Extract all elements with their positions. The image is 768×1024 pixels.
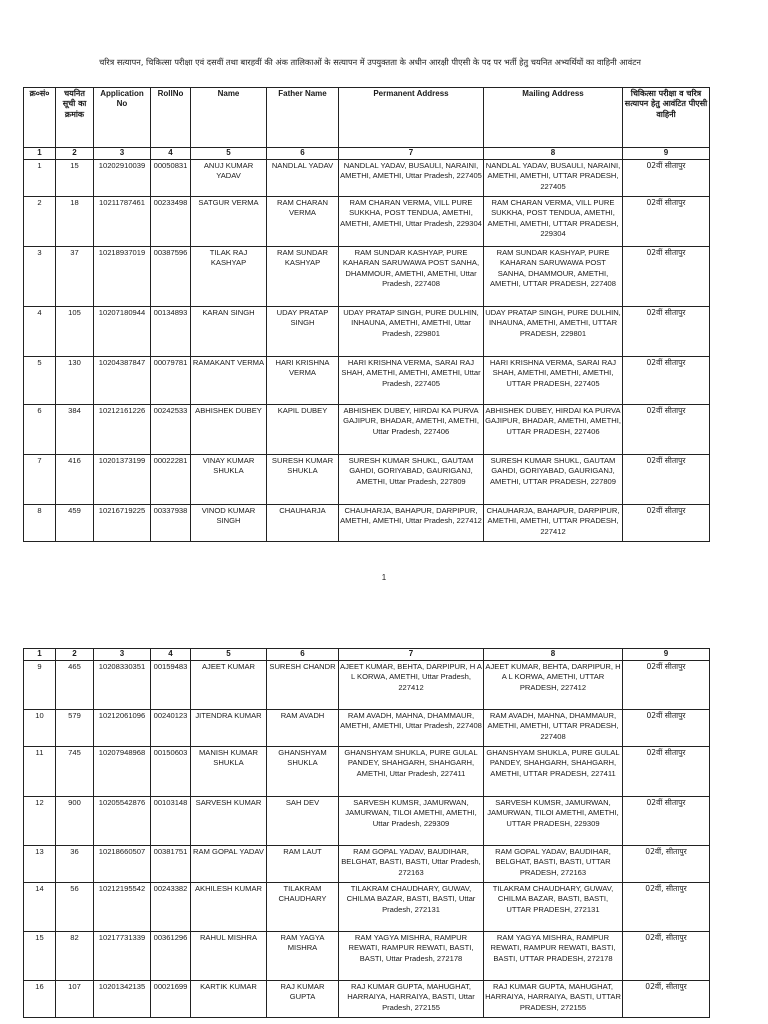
cell-mailing-address: NANDLAL YADAV, BUSAULI, NARAINI, AMETHI, AMETHI, UTTAR PRADESH, 227405: [484, 160, 623, 197]
cell-application-no: 10207948968: [94, 747, 151, 797]
cell-name: JITENDRA KUMAR: [191, 710, 267, 747]
table-row: [24, 883, 710, 932]
cell-selection-index: 56: [56, 883, 94, 932]
cell-permanent-address: RAM CHARAN VERMA, VILL PURE SUKKHA, POST TENDUA, AMETHI, AMETHI, AMETHI, Uttar Pradesh, 229304: [339, 197, 484, 247]
cell-application-no: 10216719225: [94, 505, 151, 542]
cell-serial: 4: [24, 307, 56, 357]
cell-father-name: GHANSHYAM SHUKLA: [267, 747, 339, 797]
table-row: [24, 505, 710, 542]
col-header-permanent-address: Permanent Address: [339, 88, 484, 148]
cell-selection-index: 900: [56, 797, 94, 846]
col-header-pac-vahini: चिकित्सा परीक्षा व चरित्र सत्यापन हेतु आवंटित पीएसी वाहिनी: [623, 88, 710, 148]
cell-roll-no: 00361296: [151, 932, 191, 981]
cell-mailing-address: ABHISHEK DUBEY, HIRDAI KA PURVA GAJIPUR, BHADAR, AMETHI, AMETHI, UTTAR PRADESH, 227406: [484, 405, 623, 455]
cell-pac-vahini: 02वीं सीतापुर: [623, 505, 710, 542]
cell-selection-index: 18: [56, 197, 94, 247]
table-row: [24, 357, 710, 405]
cell-application-no: 10212195542: [94, 883, 151, 932]
cell-application-no: 10207180944: [94, 307, 151, 357]
cell-pac-vahini: 02वीं, सीतापुर: [623, 981, 710, 1018]
table-body-page-2: [24, 661, 710, 1018]
col-header-application-no: Application No: [94, 88, 151, 148]
cell-application-no: 10201342135: [94, 981, 151, 1018]
cell-application-no: 10218660507: [94, 846, 151, 883]
cell-selection-index: 459: [56, 505, 94, 542]
column-number: 9: [623, 649, 710, 661]
cell-father-name: SAH DEV: [267, 797, 339, 846]
cell-roll-no: 00242533: [151, 405, 191, 455]
column-number: 7: [339, 148, 484, 160]
cell-permanent-address: CHAUHARJA, BAHAPUR, DARPIPUR, AMETHI, AMETHI, Uttar Pradesh, 227412: [339, 505, 484, 542]
cell-name: SATGUR VERMA: [191, 197, 267, 247]
cell-serial: 8: [24, 505, 56, 542]
cell-roll-no: 00134893: [151, 307, 191, 357]
column-number: 3: [94, 148, 151, 160]
column-number: 3: [94, 649, 151, 661]
col-header-name: Name: [191, 88, 267, 148]
table-body-page-1: [24, 160, 710, 542]
cell-name: ABHISHEK DUBEY: [191, 405, 267, 455]
cell-application-no: 10218937019: [94, 247, 151, 307]
cell-selection-index: 130: [56, 357, 94, 405]
cell-name: RAM GOPAL YADAV: [191, 846, 267, 883]
table-row: [24, 981, 710, 1018]
cell-serial: 16: [24, 981, 56, 1018]
cell-application-no: 10201373199: [94, 455, 151, 505]
column-number: 1: [24, 148, 56, 160]
cell-permanent-address: SARVESH KUMSR, JAMURWAN, JAMURWAN, TILOI AMETHI, AMETHI, Uttar Pradesh, 229309: [339, 797, 484, 846]
cell-pac-vahini: 02वीं सीतापुर: [623, 160, 710, 197]
cell-selection-index: 579: [56, 710, 94, 747]
column-number: 8: [484, 148, 623, 160]
cell-pac-vahini: 02वीं सीतापुर: [623, 661, 710, 710]
cell-serial: 5: [24, 357, 56, 405]
cell-permanent-address: ABHISHEK DUBEY, HIRDAI KA PURVA GAJIPUR, BHADAR, AMETHI, AMETHI, Uttar Pradesh, 227406: [339, 405, 484, 455]
cell-permanent-address: RAM GOPAL YADAV, BAUDIHAR, BELGHAT, BASTI, BASTI, Uttar Pradesh, 272163: [339, 846, 484, 883]
cell-mailing-address: SURESH KUMAR SHUKL, GAUTAM GAHDI, GORIYABAD, GAURIGANJ, AMETHI, UTTAR PRADESH, 227809: [484, 455, 623, 505]
cell-permanent-address: HARI KRISHNA VERMA, SARAI RAJ SHAH, AMETHI, AMETHI, AMETHI, Uttar Pradesh, 227405: [339, 357, 484, 405]
cell-selection-index: 82: [56, 932, 94, 981]
cell-roll-no: 00387596: [151, 247, 191, 307]
cell-pac-vahini: 02वीं सीतापुर: [623, 197, 710, 247]
cell-mailing-address: SARVESH KUMSR, JAMURWAN, JAMURWAN, TILOI AMETHI, AMETHI, UTTAR PRADESH, 229309: [484, 797, 623, 846]
cell-roll-no: 00381751: [151, 846, 191, 883]
cell-name: SARVESH KUMAR: [191, 797, 267, 846]
cell-mailing-address: RAM AVADH, MAHNA, DHAMMAUR, AMETHI, AMETHI, UTTAR PRADESH, 227408: [484, 710, 623, 747]
cell-name: RAHUL MISHRA: [191, 932, 267, 981]
column-number: 5: [191, 148, 267, 160]
cell-name: VINOD KUMAR SINGH: [191, 505, 267, 542]
cell-pac-vahini: 02वीं सीतापुर: [623, 747, 710, 797]
cell-name: KARTIK KUMAR: [191, 981, 267, 1018]
cell-application-no: 10205542876: [94, 797, 151, 846]
cell-application-no: 10212061096: [94, 710, 151, 747]
cell-selection-index: 745: [56, 747, 94, 797]
col-header-roll-no: RollNo: [151, 88, 191, 148]
table-row: [24, 797, 710, 846]
cell-mailing-address: GHANSHYAM SHUKLA, PURE GULAL PANDEY, SHAHGARH, SHAHGARH, AMETHI, UTTAR PRADESH, 227411: [484, 747, 623, 797]
cell-roll-no: 00150603: [151, 747, 191, 797]
cell-name: AJEET KUMAR: [191, 661, 267, 710]
cell-father-name: KAPIL DUBEY: [267, 405, 339, 455]
cell-name: ANUJ KUMAR YADAV: [191, 160, 267, 197]
col-header-mailing-address: Mailing Address: [484, 88, 623, 148]
page-number: 1: [381, 573, 387, 582]
table-row: [24, 846, 710, 883]
cell-father-name: CHAUHARJA: [267, 505, 339, 542]
cell-pac-vahini: 02वीं, सीतापुर: [623, 883, 710, 932]
cell-pac-vahini: 02वीं सीतापुर: [623, 307, 710, 357]
column-number: 7: [339, 649, 484, 661]
cell-pac-vahini: 02वीं सीतापुर: [623, 797, 710, 846]
cell-father-name: RAM LAUT: [267, 846, 339, 883]
document-title: चरित्र सत्यापन, चिकित्सा परीक्षा एवं दसवीं तथा बारहवीं की अंक तालिकाओं के सत्यापन में उपयुक्तता के अधीन आरक्षी पीएसी के पद पर भर्ती हेतु चयनित अभ्यर्थियों का वाहिनी आवंटन: [99, 57, 641, 67]
cell-application-no: 10208330351: [94, 661, 151, 710]
column-number: 2: [56, 148, 94, 160]
cell-serial: 11: [24, 747, 56, 797]
allocation-table-page-1: [23, 87, 710, 542]
col-header-serial: क्र०सं०: [24, 88, 56, 148]
table-row: [24, 932, 710, 981]
cell-roll-no: 00159483: [151, 661, 191, 710]
table-row: [24, 747, 710, 797]
column-number: 8: [484, 649, 623, 661]
cell-permanent-address: RAM SUNDAR KASHYAP, PURE KAHARAN SARUWAWA POST SANHA, DHAMMOUR, AMETHI, AMETHI, Uttar Pradesh, 227408: [339, 247, 484, 307]
cell-name: MANISH KUMAR SHUKLA: [191, 747, 267, 797]
cell-father-name: UDAY PRATAP SINGH: [267, 307, 339, 357]
cell-serial: 13: [24, 846, 56, 883]
cell-mailing-address: TILAKRAM CHAUDHARY, GUWAV, CHILMA BAZAR, BASTI, BASTI, UTTAR PRADESH, 272131: [484, 883, 623, 932]
table-row: [24, 455, 710, 505]
cell-application-no: 10217731339: [94, 932, 151, 981]
cell-pac-vahini: 02वीं, सीतापुर: [623, 846, 710, 883]
header-row: [24, 88, 710, 148]
table-row: [24, 405, 710, 455]
cell-roll-no: 00240123: [151, 710, 191, 747]
column-number: 1: [24, 649, 56, 661]
cell-serial: 9: [24, 661, 56, 710]
cell-father-name: RAM AVADH: [267, 710, 339, 747]
column-number: 2: [56, 649, 94, 661]
cell-permanent-address: NANDLAL YADAV, BUSAULI, NARAINI, AMETHI, AMETHI, Uttar Pradesh, 227405: [339, 160, 484, 197]
cell-mailing-address: RAM SUNDAR KASHYAP, PURE KAHARAN SARUWAWA POST SANHA, DHAMMOUR, AMETHI, AMETHI, UTTAR PRADESH, 227408: [484, 247, 623, 307]
cell-pac-vahini: 02वीं सीतापुर: [623, 710, 710, 747]
cell-selection-index: 107: [56, 981, 94, 1018]
table-row: [24, 197, 710, 247]
cell-selection-index: 384: [56, 405, 94, 455]
cell-pac-vahini: 02वीं सीतापुर: [623, 455, 710, 505]
cell-roll-no: 00103148: [151, 797, 191, 846]
cell-serial: 6: [24, 405, 56, 455]
cell-father-name: RAM SUNDAR KASHYAP: [267, 247, 339, 307]
cell-pac-vahini: 02वीं सीतापुर: [623, 247, 710, 307]
cell-mailing-address: RAJ KUMAR GUPTA, MAHUGHAT, HARRAIYA, HARRAIYA, BASTI, UTTAR PRADESH, 272155: [484, 981, 623, 1018]
cell-roll-no: 00079781: [151, 357, 191, 405]
cell-application-no: 10211787461: [94, 197, 151, 247]
cell-serial: 15: [24, 932, 56, 981]
column-number: 4: [151, 148, 191, 160]
cell-selection-index: 105: [56, 307, 94, 357]
cell-permanent-address: RAJ KUMAR GUPTA, MAHUGHAT, HARRAIYA, HARRAIYA, BASTI, Uttar Pradesh, 272155: [339, 981, 484, 1018]
cell-name: TILAK RAJ KASHYAP: [191, 247, 267, 307]
cell-selection-index: 416: [56, 455, 94, 505]
cell-pac-vahini: 02वीं सीतापुर: [623, 357, 710, 405]
cell-mailing-address: RAM CHARAN VERMA, VILL PURE SUKKHA, POST TENDUA, AMETHI, AMETHI, AMETHI, UTTAR PRADESH, 229304: [484, 197, 623, 247]
cell-serial: 3: [24, 247, 56, 307]
column-number-row: [24, 649, 710, 661]
cell-pac-vahini: 02वीं, सीतापुर: [623, 932, 710, 981]
table-row: [24, 710, 710, 747]
allocation-table-page-2: [23, 648, 710, 1018]
cell-mailing-address: CHAUHARJA, BAHAPUR, DARPIPUR, AMETHI, AMETHI, UTTAR PRADESH, 227412: [484, 505, 623, 542]
column-number: 6: [267, 649, 339, 661]
cell-serial: 10: [24, 710, 56, 747]
cell-selection-index: 465: [56, 661, 94, 710]
cell-permanent-address: GHANSHYAM SHUKLA, PURE GULAL PANDEY, SHAHGARH, SHAHGARH, AMETHI, Uttar Pradesh, 227411: [339, 747, 484, 797]
cell-father-name: HARI KRISHNA VERMA: [267, 357, 339, 405]
cell-application-no: 10204387847: [94, 357, 151, 405]
cell-application-no: 10212161226: [94, 405, 151, 455]
cell-name: KARAN SINGH: [191, 307, 267, 357]
cell-mailing-address: RAM GOPAL YADAV, BAUDIHAR, BELGHAT, BASTI, BASTI, UTTAR PRADESH, 272163: [484, 846, 623, 883]
cell-roll-no: 00022281: [151, 455, 191, 505]
cell-permanent-address: RAM AVADH, MAHNA, DHAMMAUR, AMETHI, AMETHI, Uttar Pradesh, 227408: [339, 710, 484, 747]
cell-mailing-address: UDAY PRATAP SINGH, PURE DULHIN, INHAUNA, AMETHI, AMETHI, UTTAR PRADESH, 229801: [484, 307, 623, 357]
cell-father-name: RAJ KUMAR GUPTA: [267, 981, 339, 1018]
cell-father-name: SURESH CHANDR: [267, 661, 339, 710]
cell-application-no: 10202910039: [94, 160, 151, 197]
table-row: [24, 661, 710, 710]
cell-permanent-address: SURESH KUMAR SHUKL, GAUTAM GAHDI, GORIYABAD, GAURIGANJ, AMETHI, Uttar Pradesh, 227809: [339, 455, 484, 505]
column-number: 9: [623, 148, 710, 160]
cell-roll-no: 00050831: [151, 160, 191, 197]
cell-serial: 7: [24, 455, 56, 505]
cell-mailing-address: HARI KRISHNA VERMA, SARAI RAJ SHAH, AMETHI, AMETHI, AMETHI, UTTAR PRADESH, 227405: [484, 357, 623, 405]
cell-selection-index: 15: [56, 160, 94, 197]
cell-roll-no: 00021699: [151, 981, 191, 1018]
table-row: [24, 247, 710, 307]
cell-permanent-address: AJEET KUMAR, BEHTA, DARPIPUR, H A L KORWA, AMETHI, Uttar Pradesh, 227412: [339, 661, 484, 710]
cell-name: VINAY KUMAR SHUKLA: [191, 455, 267, 505]
cell-mailing-address: AJEET KUMAR, BEHTA, DARPIPUR, H A L KORWA, AMETHI, UTTAR PRADESH, 227412: [484, 661, 623, 710]
column-number: 5: [191, 649, 267, 661]
cell-father-name: SURESH KUMAR SHUKLA: [267, 455, 339, 505]
column-number-row: [24, 148, 710, 160]
column-number: 4: [151, 649, 191, 661]
cell-roll-no: 00233498: [151, 197, 191, 247]
cell-serial: 14: [24, 883, 56, 932]
cell-pac-vahini: 02वीं सीतापुर: [623, 405, 710, 455]
cell-permanent-address: UDAY PRATAP SINGH, PURE DULHIN, INHAUNA, AMETHI, AMETHI, Uttar Pradesh, 229801: [339, 307, 484, 357]
cell-selection-index: 37: [56, 247, 94, 307]
cell-serial: 12: [24, 797, 56, 846]
cell-father-name: RAM CHARAN VERMA: [267, 197, 339, 247]
col-header-father-name: Father Name: [267, 88, 339, 148]
cell-father-name: TILAKRAM CHAUDHARY: [267, 883, 339, 932]
cell-mailing-address: RAM YAGYA MISHRA, RAMPUR REWATI, RAMPUR REWATI, BASTI, BASTI, UTTAR PRADESH, 272178: [484, 932, 623, 981]
cell-selection-index: 36: [56, 846, 94, 883]
table-row: [24, 160, 710, 197]
cell-roll-no: 00243382: [151, 883, 191, 932]
cell-name: AKHILESH KUMAR: [191, 883, 267, 932]
cell-father-name: RAM YAGYA MISHRA: [267, 932, 339, 981]
cell-name: RAMAKANT VERMA: [191, 357, 267, 405]
cell-roll-no: 00337938: [151, 505, 191, 542]
column-number: 6: [267, 148, 339, 160]
col-header-selection-index: चयनित सूची का क्रमांक: [56, 88, 94, 148]
cell-permanent-address: RAM YAGYA MISHRA, RAMPUR REWATI, RAMPUR REWATI, BASTI, BASTI, Uttar Pradesh, 272178: [339, 932, 484, 981]
cell-permanent-address: TILAKRAM CHAUDHARY, GUWAV, CHILMA BAZAR, BASTI, BASTI, Uttar Pradesh, 272131: [339, 883, 484, 932]
table-row: [24, 307, 710, 357]
cell-father-name: NANDLAL YADAV: [267, 160, 339, 197]
cell-serial: 1: [24, 160, 56, 197]
cell-serial: 2: [24, 197, 56, 247]
